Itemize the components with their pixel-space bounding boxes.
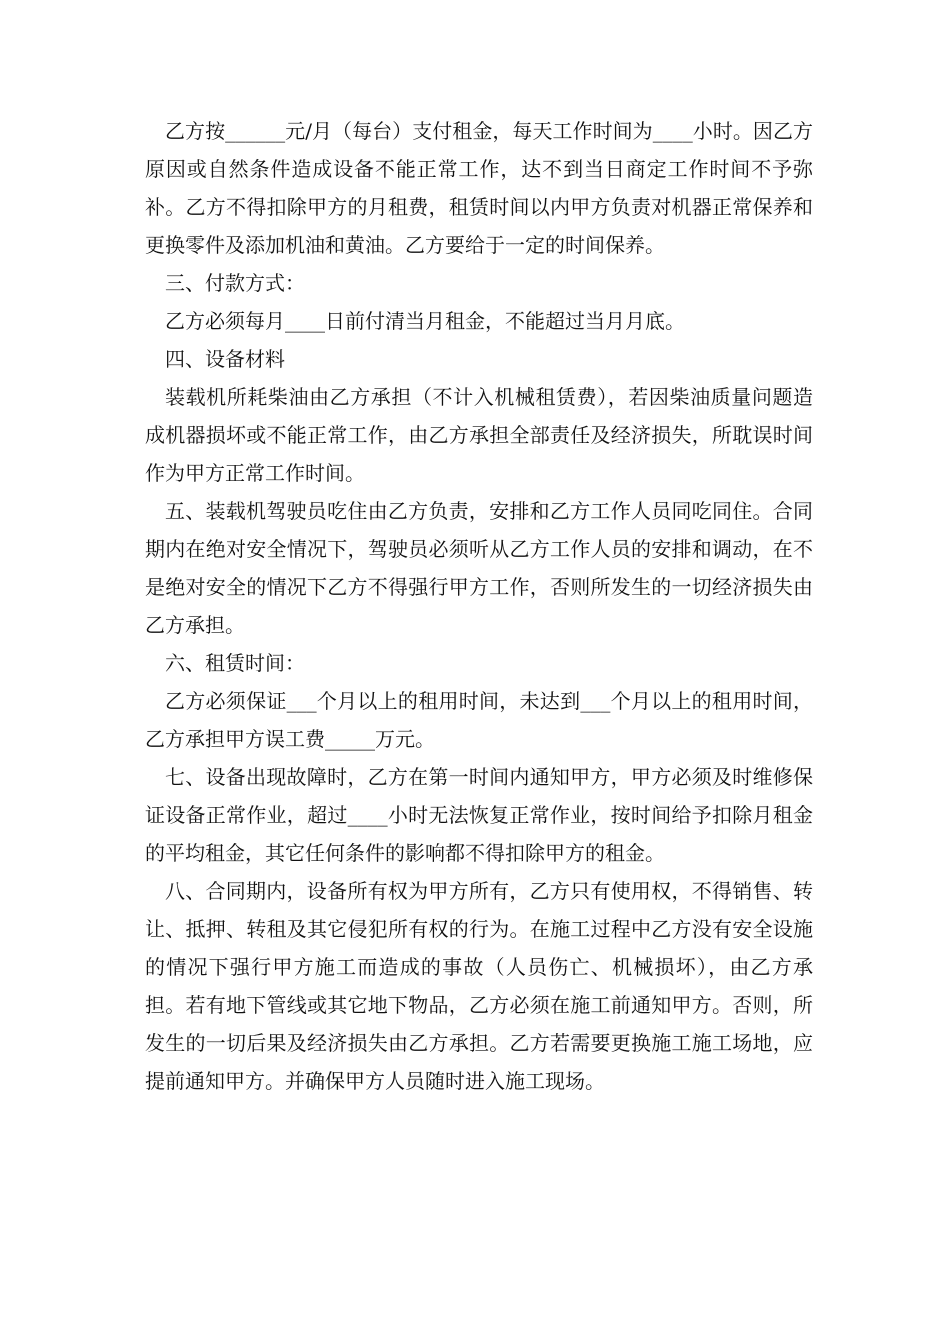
heading-lease-term: 六、租赁时间： — [165, 651, 305, 675]
paragraph-rent-payment: 乙方按______元/月（每台）支付租金，每天工作时间为____小时。因乙方原因或自然条件造成设备不能正常工作，达不到当日商定工作时间不予弥补。乙方不得扣除甲方的月租费，租赁时间以内甲方负责对机器正常保养和更换零件及添加机油和黄油。乙方要给于一定的时间保养。 — [145, 119, 813, 257]
paragraph-driver: 五、装载机驾驶员吃住由乙方负责，安排和乙方工作人员同吃同住。合同期内在绝对安全情况下，驾驶员必须听从乙方工作人员的安排和调动，在不是绝对安全的情况下乙方不得强行甲方工作，否则所发生的一切经济损失由乙方承担。 — [145, 499, 813, 637]
contract-body — [145, 112, 813, 1100]
paragraph-malfunction: 七、设备出现故障时，乙方在第一时间内通知甲方，甲方必须及时维修保证设备正常作业，超过____小时无法恢复正常作业，按时间给予扣除月租金的平均租金，其它任何条件的影响都不得扣除甲方的租金。 — [145, 765, 813, 865]
paragraph-payment-deadline: 乙方必须每月____日前付清当月租金，不能超过当月月底。 — [165, 309, 685, 333]
paragraph-ownership: 八、合同期内，设备所有权为甲方所有，乙方只有使用权，不得销售、转让、抵押、转租及其它侵犯所有权的行为。在施工过程中乙方没有安全设施的情况下强行甲方施工而造成的事故（人员伤亡、机械损坏），由乙方承担。若有地下管线或其它地下物品，乙方必须在施工前通知甲方。否则，所发生的一切后果及经济损失由乙方承担。乙方若需要更换施工施工场地，应提前通知甲方。并确保甲方人员随时进入施工现场。 — [145, 879, 813, 1093]
paragraph-diesel: 装载机所耗柴油由乙方承担（不计入机械租赁费），若因柴油质量问题造成机器损坏或不能正常工作，由乙方承担全部责任及经济损失，所耽误时间作为甲方正常工作时间。 — [145, 385, 813, 485]
heading-payment-method: 三、付款方式： — [165, 271, 305, 295]
heading-equipment-materials: 四、设备材料 — [165, 347, 285, 371]
paragraph-lease-term: 乙方必须保证___个月以上的租用时间，未达到___个月以上的租用时间，乙方承担甲方误工费_____万元。 — [145, 689, 813, 751]
